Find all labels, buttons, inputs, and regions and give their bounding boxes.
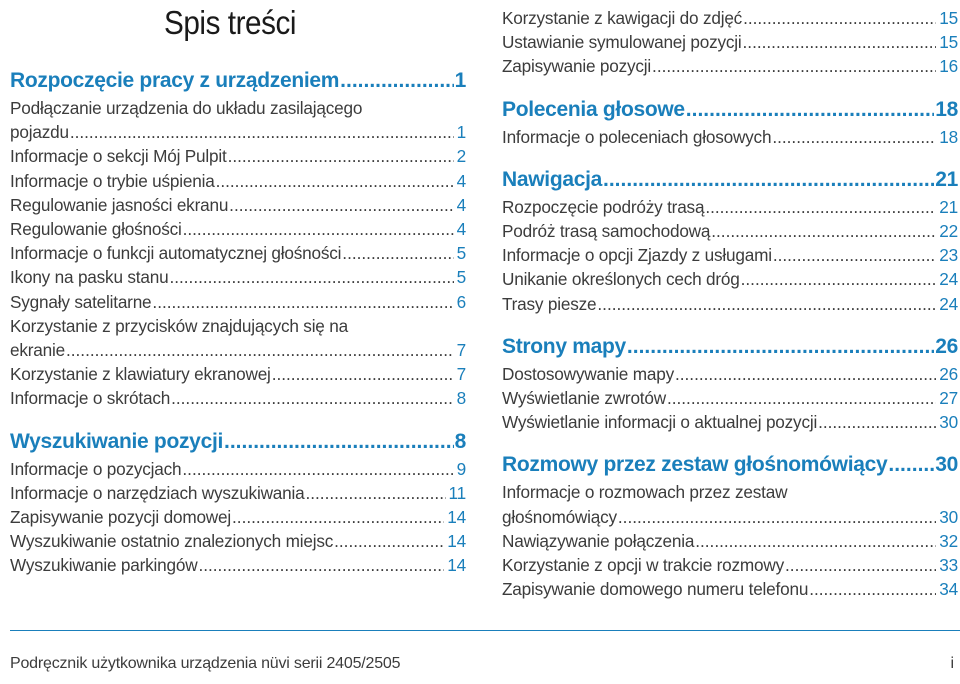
toc-entry[interactable] [10,362,466,386]
toc-entry-text: Informacje o opcji Zjazdy z usługami [502,245,772,266]
footer-page-number: i [950,655,954,672]
toc-entry-page-number: 15 [939,32,958,53]
dot-leader [224,427,454,457]
toc-entry-text: Informacje o sekcji Mój Pulpit [10,146,227,167]
toc-entry[interactable] [502,529,958,553]
toc-entry-text: Wyszukiwanie ostatnio znalezionych miejsc [10,531,334,552]
section-page-number: 8 [454,429,466,453]
toc-entry[interactable] [10,193,466,217]
toc-entry-text: Informacje o pozycjach [10,458,182,479]
toc-entry-text: Informacje o skrótach [10,388,171,409]
toc-entry[interactable] [502,410,958,434]
toc-section [10,66,466,411]
dot-leader [603,165,934,195]
toc-entry-text: pojazdu [10,122,69,143]
toc-entry-page-number: 5 [456,267,466,288]
toc-entry-page-number: 6 [456,291,466,312]
toc-entry-text-line: Informacje o rozmowach przez zestaw [502,482,788,503]
dot-leader [334,529,444,553]
toc-entry-page-number: 27 [939,388,958,409]
toc-entry-page-number: 7 [456,364,466,385]
toc-entry-text: Rozpoczęcie podróży trasą [502,196,705,217]
toc-section-title[interactable] [502,165,958,195]
dot-leader [741,267,937,291]
section-page-number: 30 [935,453,958,477]
toc-entry-page-number: 32 [939,530,958,551]
toc-entry[interactable] [10,481,466,505]
toc-entry-text: Ustawianie symulowanej pozycji [502,32,742,53]
toc-entry-text: Unikanie określonych cech dróg [502,269,740,290]
section-title-text: Strony mapy [502,334,626,358]
toc-entry-text: Podróż trasą samochodową [502,221,711,242]
toc-section [502,95,958,149]
dot-leader [675,362,936,386]
dot-leader [198,553,444,577]
section-title-text: Rozmowy przez zestaw głośnomówiący [502,453,888,477]
toc-entry[interactable] [10,217,466,241]
toc-entry-text: Korzystanie z klawiatury ekranowej [10,364,271,385]
toc-entry[interactable] [502,243,958,267]
toc-entry-text: Trasy piesze [502,293,597,314]
dot-leader [171,386,454,410]
toc-entry-page-number: 11 [448,482,466,503]
toc-entry-text: Zapisywanie pozycji domowej [10,507,232,528]
dot-leader [272,362,454,386]
toc-entry-text: Wyświetlanie informacji o aktualnej pozycji [502,412,818,433]
toc-entry[interactable] [502,505,958,529]
toc-section-title[interactable] [10,427,466,457]
dot-leader [216,169,454,193]
toc-entry-page-number: 9 [456,458,466,479]
toc-entry-page-number: 24 [939,269,958,290]
toc-entry[interactable] [10,505,466,529]
toc-entry-text: Regulowanie jasności ekranu [10,194,229,215]
toc-entry-page-number: 21 [939,196,958,217]
toc-section [502,332,958,435]
page-title: Spis treści [164,4,297,41]
toc-section-title[interactable] [502,450,958,480]
toc-entry-page-number: 30 [939,412,958,433]
toc-entry-page-number: 26 [939,363,958,384]
dot-leader [743,6,936,30]
footer-manual-title: Podręcznik użytkownika urządzenia nüvi serii 2405/2505 [10,655,401,672]
toc-section-title[interactable] [502,332,958,362]
toc-entry-text-line: Korzystanie z przycisków znajdujących się na [10,315,348,336]
toc-entry-page-number: 5 [456,243,466,264]
toc-entry[interactable] [10,457,466,481]
toc-entry-text: Dostosowywanie mapy [502,363,674,384]
toc-entry-page-number: 14 [447,507,466,528]
dot-leader [597,292,936,316]
toc-entry-page-number: 14 [447,555,466,576]
toc-entry-page-number: 4 [456,194,466,215]
toc-section [502,450,958,601]
dot-leader [229,193,453,217]
dot-leader [627,332,934,362]
toc-entry-text: Korzystanie z kawigacji do zdjęć [502,8,743,28]
toc-entry-page-number: 16 [939,56,958,77]
toc-entry[interactable] [502,577,958,601]
section-title-text: Wyszukiwanie pozycji [10,429,224,453]
section-title-text: Rozpoczęcie pracy z urządzeniem [10,69,340,92]
dot-leader [818,410,936,434]
dot-leader [66,338,454,362]
toc-entry-page-number: 2 [456,146,466,167]
toc-entry-text: Zapisywanie pozycji [502,56,652,77]
section-page-number: 21 [935,167,958,191]
dot-leader [305,481,445,505]
toc-section [502,6,958,79]
dot-leader [695,529,936,553]
toc-section [10,427,466,578]
dot-leader [70,120,454,144]
dot-leader [183,217,454,241]
toc-section-title[interactable] [502,95,958,125]
toc-entry[interactable] [10,290,466,314]
toc-entry[interactable] [10,265,466,289]
toc-entry[interactable] [502,386,958,410]
toc-entry-page-number: 7 [456,340,466,361]
dot-leader [667,386,936,410]
dot-leader [686,95,934,125]
toc-entry[interactable] [10,553,466,577]
dot-leader [228,144,454,168]
toc-entry-page-number: 4 [456,170,466,191]
toc-entry[interactable] [502,292,958,316]
toc-entry[interactable] [502,219,958,243]
dot-leader [785,553,936,577]
toc-entry[interactable] [502,6,958,30]
toc-entry-page-number: 1 [456,122,466,143]
toc-section [502,165,958,316]
dot-leader [182,457,453,481]
toc-entry-text: Wyświetlanie zwrotów [502,388,666,409]
dot-leader [888,450,934,480]
toc-entry[interactable] [10,144,466,168]
toc-entry-text-line: Podłączanie urządzenia do układu zasilającego [10,98,363,118]
toc-entry[interactable] [10,120,466,144]
toc-entry[interactable] [502,30,958,54]
toc-entry-text: Nawiązywanie połączenia [502,530,695,551]
toc-entry-page-number: 8 [456,388,466,409]
section-title-text: Nawigacja [502,167,603,191]
toc-entry-text: Informacje o narzędziach wyszukiwania [10,482,305,503]
section-page-number: 1 [454,69,466,92]
toc-entry[interactable] [10,241,466,265]
toc-entry-page-number: 23 [939,245,958,266]
section-title-text: Polecenia głosowe [502,97,685,121]
dot-leader [618,505,936,529]
toc-entry-text: Informacje o funkcji automatycznej głośności [10,243,342,264]
section-page-number: 26 [935,334,958,358]
toc-entry-text: Informacje o trybie uśpienia [10,170,215,191]
toc-entry-page-number: 22 [939,221,958,242]
toc-entry[interactable] [10,338,466,362]
dot-leader [743,30,937,54]
toc-entry-text: Informacje o poleceniach głosowych [502,126,772,147]
dot-leader [152,290,453,314]
toc-entry-text: Sygnały satelitarne [10,291,152,312]
toc-entry-page-number: 34 [939,579,958,600]
footer-divider [10,630,960,631]
toc-entry-page-number: 15 [939,8,958,28]
toc-entry-text: Ikony na pasku stanu [10,267,169,288]
toc-entry-text: głośnomówiący [502,506,617,527]
toc-entry-text: Regulowanie głośności [10,219,182,240]
dot-leader [711,219,936,243]
toc-entry[interactable] [10,169,466,193]
toc-entry-text: Zapisywanie domowego numeru telefonu [502,579,809,600]
dot-leader [340,66,453,96]
toc-entry-page-number: 14 [447,531,466,552]
toc-entry[interactable] [502,267,958,291]
dot-leader [652,54,936,78]
toc-entry-text: ekranie [10,340,65,361]
toc-entry-page-number: 30 [939,506,958,527]
dot-leader [342,241,453,265]
toc-section-title[interactable] [10,66,466,96]
dot-leader [773,243,936,267]
dot-leader [169,265,453,289]
dot-leader [809,577,936,601]
toc-entry-text: Korzystanie z opcji w trakcie rozmowy [502,555,785,576]
toc-entry[interactable] [502,362,958,386]
toc-entry-page-number: 24 [939,293,958,314]
toc-right-column [502,6,958,601]
toc-left-column [10,66,466,578]
toc-entry[interactable] [502,553,958,577]
dot-leader [772,125,936,149]
section-page-number: 18 [935,97,958,121]
dot-leader [705,195,936,219]
toc-entry[interactable] [502,125,958,149]
toc-entry[interactable] [10,529,466,553]
dot-leader [232,505,444,529]
toc-entry[interactable] [10,386,466,410]
toc-entry[interactable] [502,54,958,78]
toc-entry-page-number: 4 [456,219,466,240]
toc-entry-page-number: 18 [939,126,958,147]
toc-entry-page-number: 33 [939,555,958,576]
toc-entry[interactable] [502,195,958,219]
toc-entry-text: Wyszukiwanie parkingów [10,555,198,576]
